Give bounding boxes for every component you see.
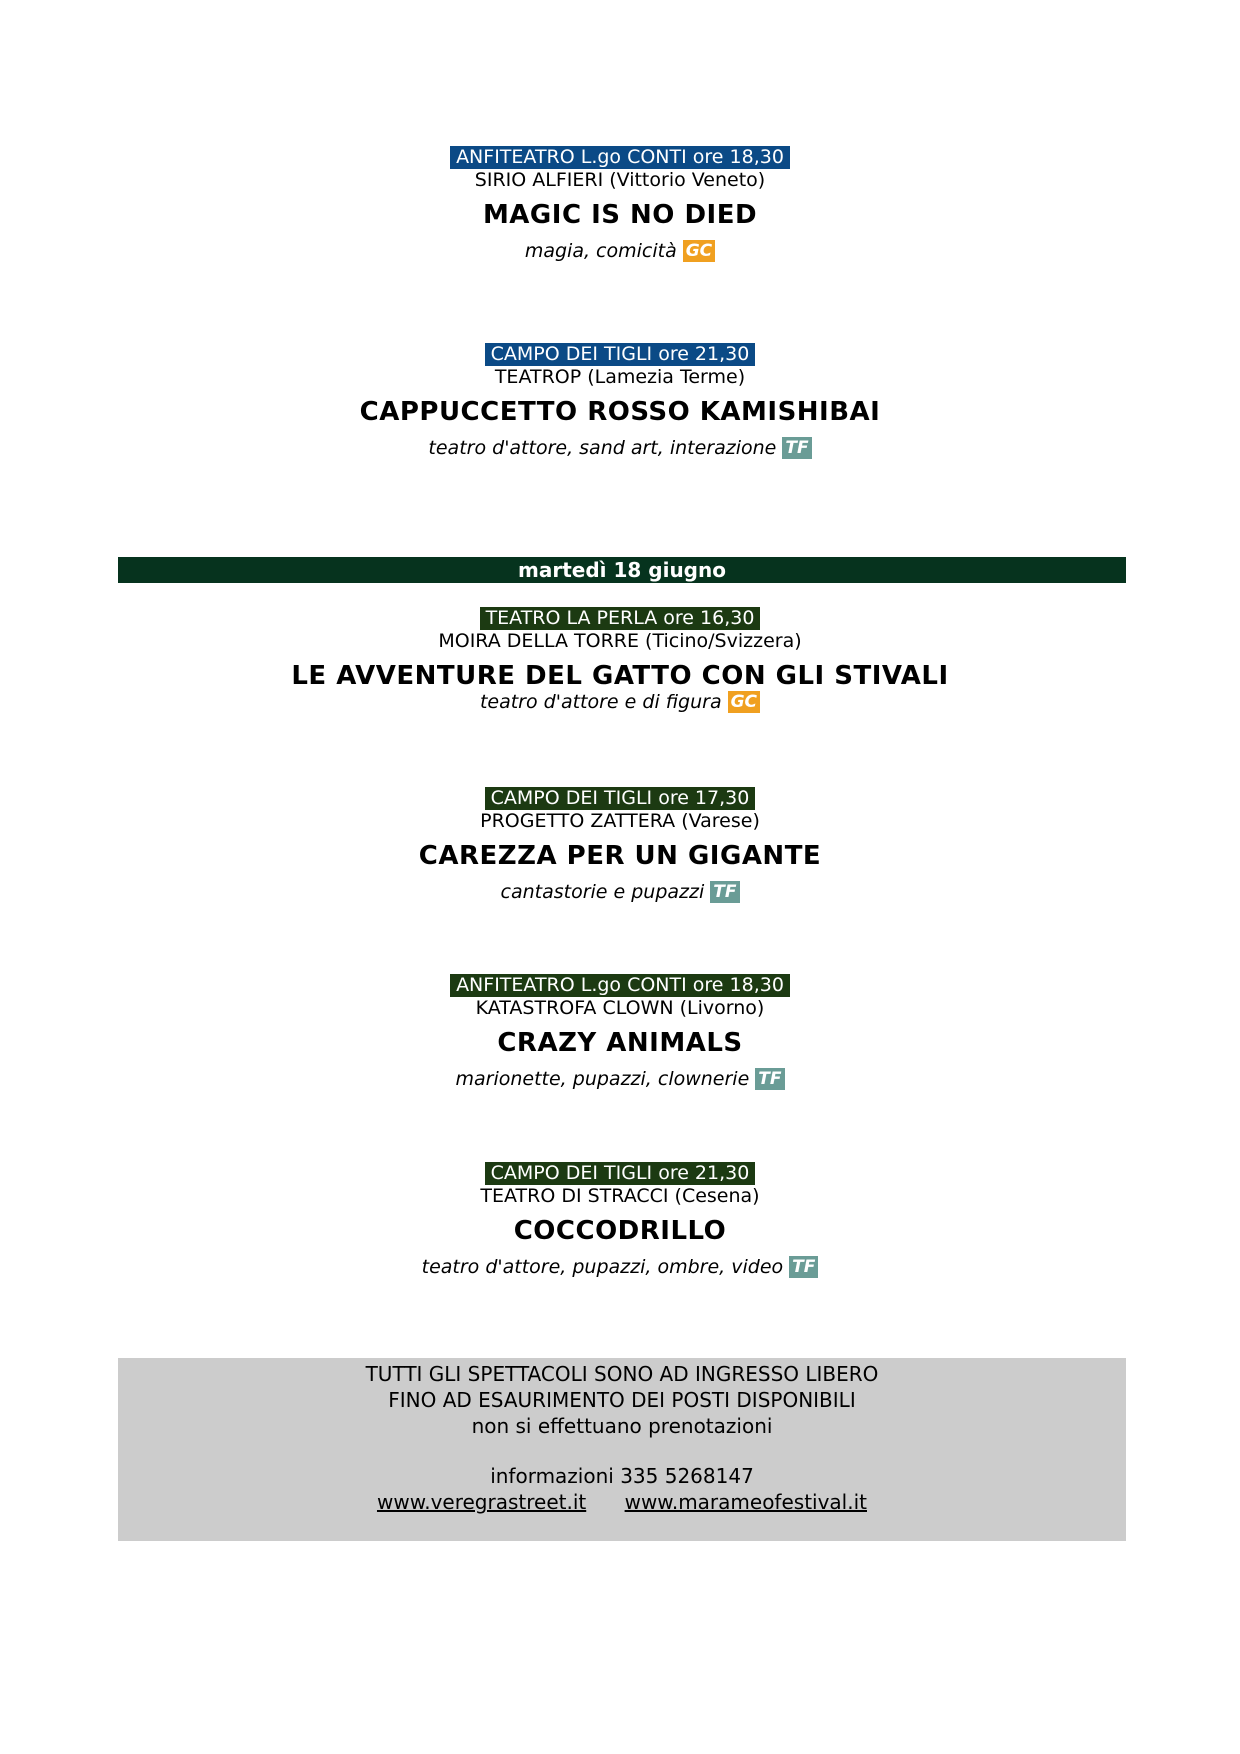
venue-time-label: ANFITEATRO L.go CONTI ore 18,30 <box>450 146 790 169</box>
company-name: PROGETTO ZATTERA (Varese) <box>480 810 760 832</box>
venue-time-label: TEATRO LA PERLA ore 16,30 <box>480 607 761 630</box>
venue-time-label: CAMPO DEI TIGLI ore 21,30 <box>485 343 756 366</box>
venue-time-label: ANFITEATRO L.go CONTI ore 18,30 <box>450 974 790 997</box>
show-genre <box>0 1068 1240 1090</box>
genre-text: magia, comicità <box>524 240 677 262</box>
availability-line: FINO AD ESAURIMENTO DEI POSTI DISPONIBILI <box>388 1388 856 1412</box>
no-booking-line: non si effettuano prenotazioni <box>471 1414 773 1438</box>
event-block <box>0 146 1240 262</box>
event-block <box>0 343 1240 459</box>
genre-text: teatro d'attore e di figura <box>479 691 722 713</box>
show-title: CAREZZA PER UN GIGANTE <box>418 841 822 871</box>
show-title: COCCODRILLO <box>513 1216 727 1246</box>
tf-badge: TF <box>710 881 739 903</box>
genre-text: teatro d'attore, pupazzi, ombre, video <box>421 1256 784 1278</box>
company-name: SIRIO ALFIERI (Vittorio Veneto) <box>474 169 766 191</box>
tf-badge: TF <box>782 437 811 459</box>
show-title: LE AVVENTURE DEL GATTO CON GLI STIVALI <box>291 661 949 691</box>
company-name: KATASTROFA CLOWN (Livorno) <box>475 997 765 1019</box>
show-genre <box>0 691 1240 713</box>
event-block <box>0 607 1240 713</box>
genre-text: cantastorie e pupazzi <box>500 881 705 903</box>
company-name: TEATRO DI STRACCI (Cesena) <box>480 1185 760 1207</box>
show-genre <box>0 437 1240 459</box>
day-header: martedì 18 giugno <box>118 557 1126 583</box>
show-title: MAGIC IS NO DIED <box>482 200 758 230</box>
genre-text: teatro d'attore, sand art, interazione <box>428 437 777 459</box>
links-row <box>118 1489 1126 1515</box>
show-genre <box>0 240 1240 262</box>
gc-badge: GC <box>683 240 715 262</box>
show-title: CAPPUCCETTO ROSSO KAMISHIBAI <box>359 397 881 427</box>
event-block <box>0 1162 1240 1278</box>
venue-time-label: CAMPO DEI TIGLI ore 21,30 <box>485 1162 756 1185</box>
company-name: TEATROP (Lamezia Terme) <box>494 366 746 388</box>
gc-badge: GC <box>728 691 760 713</box>
tf-badge: TF <box>789 1256 818 1278</box>
free-entry-line: TUTTI GLI SPETTACOLI SONO AD INGRESSO LIBERO <box>365 1362 879 1386</box>
marameofestival-link[interactable]: www.marameofestival.it <box>624 1490 867 1514</box>
show-genre <box>0 1256 1240 1278</box>
genre-text: marionette, pupazzi, clownerie <box>455 1068 750 1090</box>
tf-badge: TF <box>755 1068 784 1090</box>
info-box <box>118 1358 1126 1541</box>
show-genre <box>0 881 1240 903</box>
info-phone: informazioni 335 5268147 <box>490 1464 754 1488</box>
show-title: CRAZY ANIMALS <box>497 1028 743 1058</box>
company-name: MOIRA DELLA TORRE (Ticino/Svizzera) <box>438 630 802 652</box>
event-block <box>0 974 1240 1090</box>
venue-time-label: CAMPO DEI TIGLI ore 17,30 <box>485 787 756 810</box>
event-block <box>0 787 1240 903</box>
veregrastreet-link[interactable]: www.veregrastreet.it <box>376 1490 587 1514</box>
